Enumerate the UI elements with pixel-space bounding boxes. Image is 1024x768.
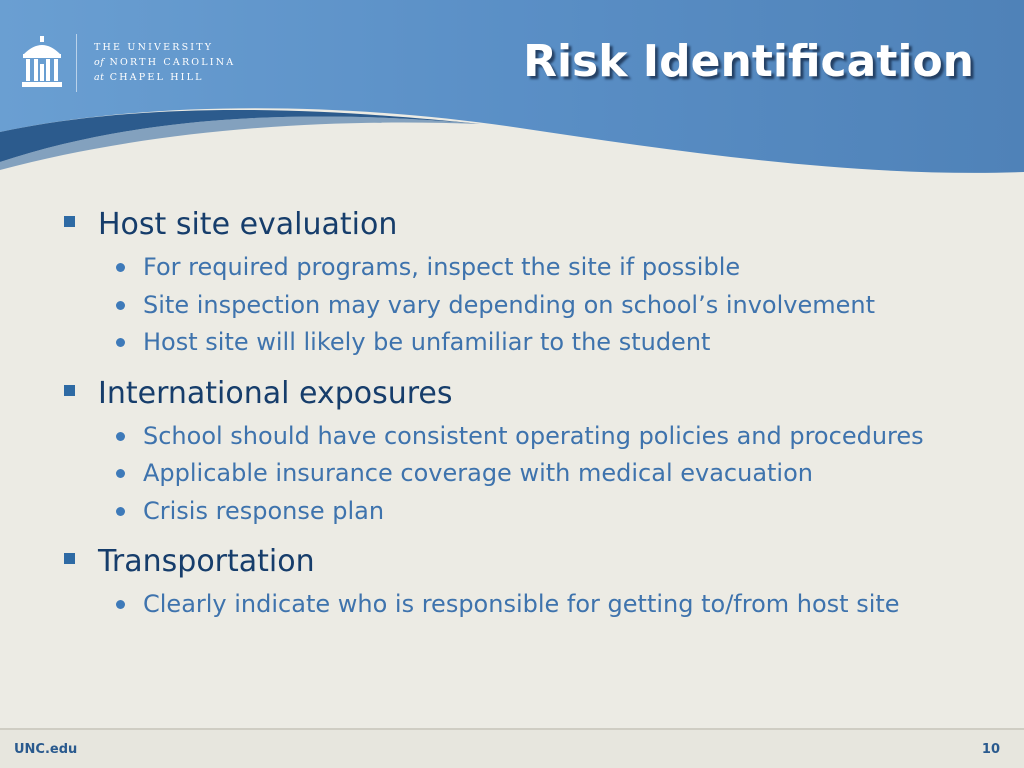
square-bullet-icon <box>64 216 75 227</box>
round-bullet-icon <box>116 432 125 441</box>
round-bullet-icon <box>116 338 125 347</box>
bullet-heading-text: Transportation <box>98 544 315 579</box>
footer-bar <box>0 730 1024 768</box>
round-bullet-icon <box>116 263 125 272</box>
bullet-heading <box>62 541 1002 583</box>
logo-line-1: THE UNIVERSITY <box>94 42 214 53</box>
sub-bullet <box>62 288 1002 326</box>
slide-content <box>62 204 1002 635</box>
logo-line-3-prefix: at <box>94 72 105 83</box>
logo-line-3-main: CHAPEL HILL <box>109 72 204 83</box>
sub-bullet <box>62 250 1002 288</box>
slide-title: Risk Identification <box>523 36 974 87</box>
sub-bullet-text: Applicable insurance coverage with medical evacuation <box>143 459 813 487</box>
sub-bullet-text: Crisis response plan <box>143 496 385 525</box>
sub-bullet-list <box>62 250 1002 363</box>
sub-bullet-text: Host site will likely be unfamiliar to the student <box>143 328 711 356</box>
sub-bullet <box>62 325 1002 363</box>
round-bullet-icon <box>116 507 125 516</box>
logo-wordmark <box>94 40 235 85</box>
sub-bullet-text: Clearly indicate who is responsible for getting to/from host site <box>143 590 900 618</box>
logo-divider <box>76 34 77 92</box>
footer-site-link[interactable]: UNC.edu <box>14 742 78 757</box>
bullet-heading <box>62 204 1002 246</box>
sub-bullet-list <box>62 419 1002 532</box>
square-bullet-icon <box>64 385 75 396</box>
unc-logo[interactable] <box>18 32 248 94</box>
sub-bullet-list <box>62 587 1002 625</box>
old-well-icon <box>20 34 64 90</box>
page-number: 10 <box>981 742 1000 757</box>
sub-bullet-text: For required programs, inspect the site if possible <box>143 253 741 281</box>
sub-bullet <box>62 419 1002 457</box>
logo-line-2 <box>94 55 235 70</box>
round-bullet-icon <box>116 600 125 609</box>
logo-line-3 <box>94 70 235 85</box>
logo-line-2-prefix: of <box>94 57 105 68</box>
bullet-heading-text: International exposures <box>98 375 453 411</box>
bullet-heading-text: Host site evaluation <box>98 207 398 242</box>
sub-bullet-text: School should have consistent operating policies and procedures <box>143 421 924 450</box>
sub-bullet <box>62 587 1002 625</box>
square-bullet-icon <box>64 553 75 564</box>
sub-bullet <box>62 456 1002 494</box>
sub-bullet <box>62 494 1002 532</box>
round-bullet-icon <box>116 469 125 478</box>
logo-line-2-main: NORTH CAROLINA <box>109 57 236 68</box>
sub-bullet-text: Site inspection may vary depending on school’s involvement <box>143 290 875 319</box>
header-wave-banner <box>0 0 1024 200</box>
bullet-heading <box>62 373 1002 415</box>
round-bullet-icon <box>116 301 125 310</box>
